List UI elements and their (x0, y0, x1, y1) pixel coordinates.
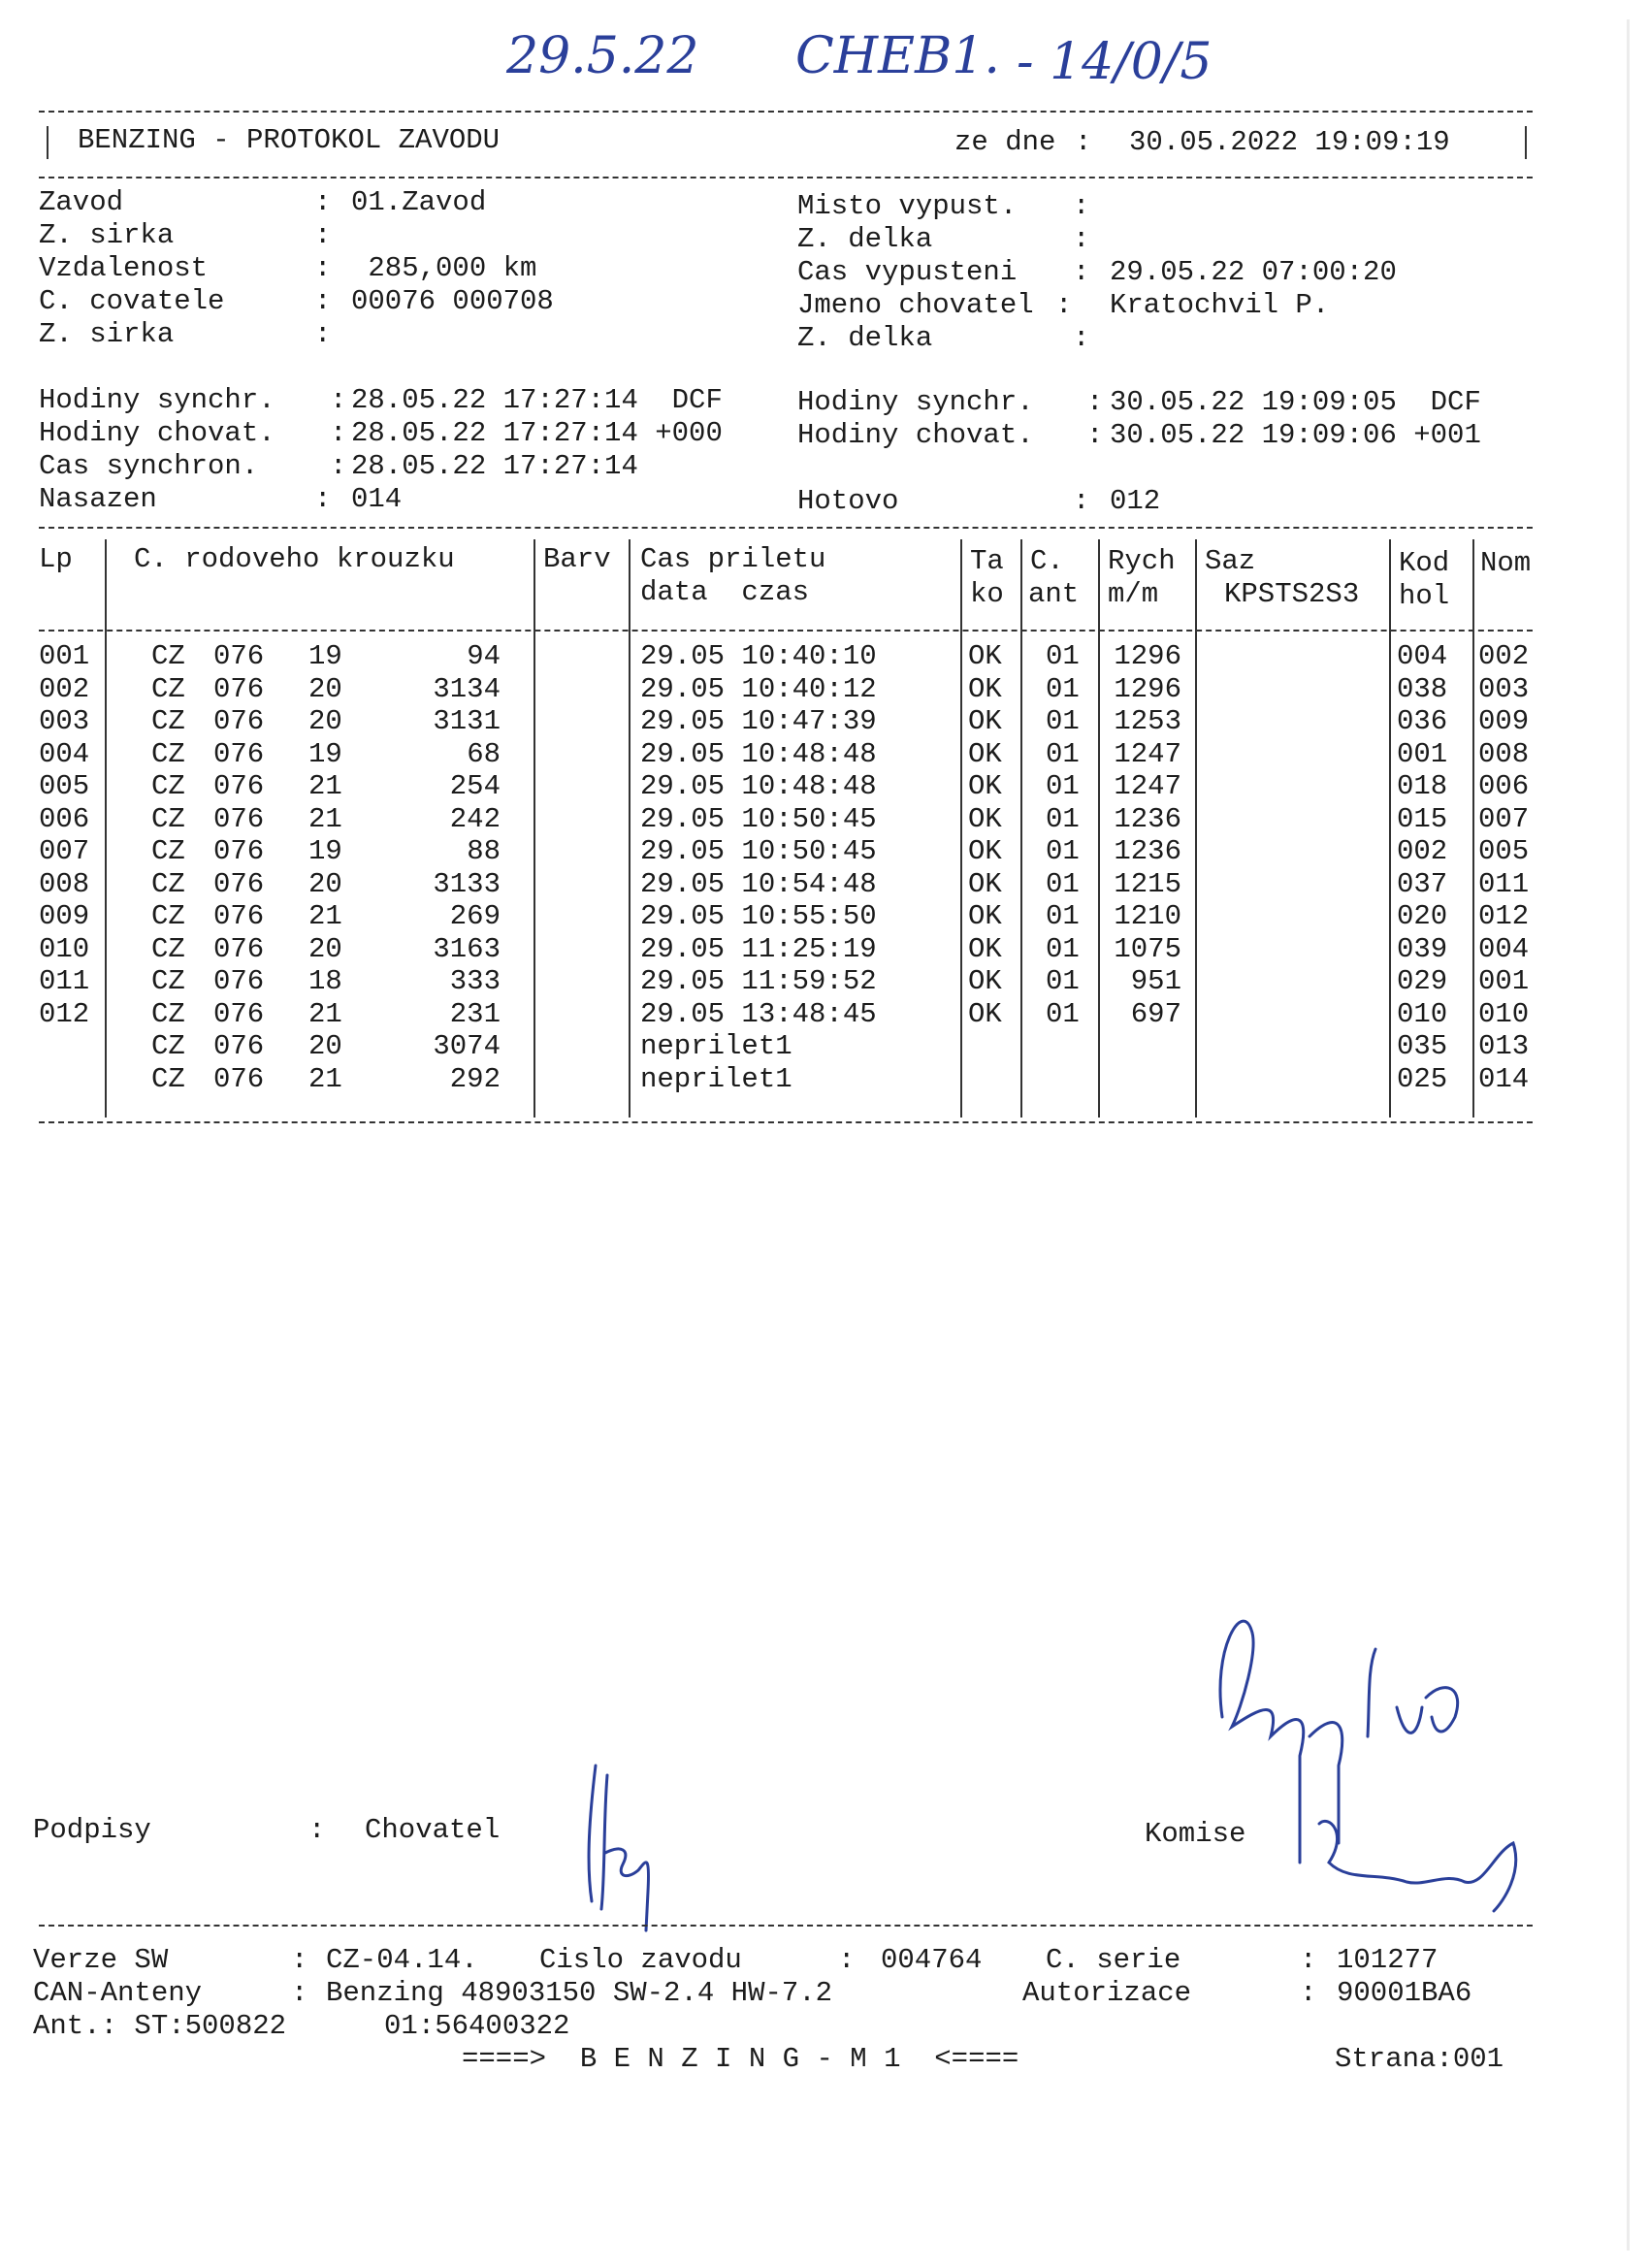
column-divider (534, 539, 535, 1118)
cell-lp: 007 (39, 835, 90, 867)
cell-cz: CZ (151, 965, 185, 997)
cell-num: 269 (449, 900, 501, 932)
header-top-border (39, 111, 1533, 113)
report-date-value: 30.05.2022 19:09:19 (1129, 126, 1450, 158)
cell-rych: 1236 (1114, 802, 1181, 835)
handwritten-date: 29.5.22 (506, 27, 699, 85)
cell-rych: 1253 (1114, 705, 1181, 737)
cell-lp: 009 (39, 900, 90, 932)
cell-ok: OK (968, 900, 1002, 932)
cell-ant: 01 (1046, 900, 1080, 932)
page-edge (1627, 19, 1630, 2251)
field-label: C. covatele (39, 285, 225, 317)
cell-org: 076 (213, 640, 265, 672)
hotovo-value: 012 (1110, 485, 1161, 517)
cell-nom: 011 (1478, 867, 1530, 900)
col-header-rych: Rych (1108, 545, 1176, 577)
cell-num: 3163 (433, 932, 501, 965)
field-label: Cas vypusteni (797, 256, 1018, 288)
field-label: Jmeno chovatel (797, 289, 1034, 321)
cell-yr: 21 (308, 1062, 342, 1095)
cell-rych: 951 (1130, 965, 1181, 997)
sync-colon: : (1086, 419, 1104, 451)
cell-num: 3134 (433, 672, 501, 705)
table-top-border (39, 527, 1533, 529)
cell-kod: 001 (1397, 737, 1448, 770)
col-header-barv: Barv (543, 543, 611, 575)
cell-org: 076 (213, 802, 265, 835)
cell-yr: 21 (308, 770, 342, 802)
cell-org: 076 (213, 1030, 265, 1062)
cell-lp: 006 (39, 802, 90, 835)
footer-colon: : (291, 1977, 308, 2009)
cell-ok: OK (968, 737, 1002, 770)
nasazen-colon: : (314, 483, 332, 515)
cell-time: 29.05 10:47:39 (640, 705, 877, 737)
cell-time: 29.05 10:50:45 (640, 802, 877, 835)
cell-org: 076 (213, 900, 265, 932)
col-header-tako-sub: ko (970, 578, 1004, 610)
col-header-kod: Kod (1399, 547, 1450, 579)
cell-ant: 01 (1046, 672, 1080, 705)
cell-cz: CZ (151, 672, 185, 705)
sync-colon: : (1086, 386, 1104, 418)
cell-ant: 01 (1046, 997, 1080, 1030)
footer-serie-value: 101277 (1337, 1944, 1439, 1976)
sync-label: Hodiny chovat. (797, 419, 1034, 451)
cell-nom: 003 (1478, 672, 1530, 705)
footer-colon: : (291, 1944, 308, 1976)
col-header-tako: Ta (970, 545, 1004, 577)
field-value: 285,000 km (351, 252, 537, 284)
footer-can-label: CAN-Anteny (33, 1977, 203, 2009)
footer-can-value: Benzing 48903150 SW-2.4 HW-7.2 (326, 1977, 833, 2009)
cell-nom: 009 (1478, 705, 1530, 737)
cell-yr: 20 (308, 1030, 342, 1062)
column-divider (1195, 539, 1197, 1118)
cell-kod: 036 (1397, 705, 1448, 737)
cell-cz: CZ (151, 802, 185, 835)
cell-ant: 01 (1046, 737, 1080, 770)
cell-nom: 012 (1478, 900, 1530, 932)
cell-nom: 008 (1478, 737, 1530, 770)
cell-ok: OK (968, 705, 1002, 737)
cell-yr: 18 (308, 965, 342, 997)
sync-value: 30.05.22 19:09:05 DCF (1110, 386, 1481, 418)
cell-lp: 003 (39, 705, 90, 737)
signatures-colon: : (308, 1814, 326, 1846)
cell-rych: 1215 (1114, 867, 1181, 900)
cell-nom: 010 (1478, 997, 1530, 1030)
footer-ant-label: Ant.: ST:500822 (33, 2010, 287, 2042)
cell-yr: 21 (308, 900, 342, 932)
cell-time: 29.05 10:40:10 (640, 640, 877, 672)
cell-kod: 010 (1397, 997, 1448, 1030)
cell-time: 29.05 11:25:19 (640, 932, 877, 965)
field-label: Z. delka (797, 223, 933, 255)
sync-value: 30.05.22 19:09:06 +001 (1110, 419, 1481, 451)
cell-yr: 19 (308, 737, 342, 770)
cell-kod: 020 (1397, 900, 1448, 932)
cell-kod: 038 (1397, 672, 1448, 705)
sync-value: 28.05.22 17:27:14 DCF (351, 384, 723, 416)
cell-kod: 015 (1397, 802, 1448, 835)
cell-time: 29.05 10:48:48 (640, 737, 877, 770)
cell-time: 29.05 11:59:52 (640, 965, 877, 997)
col-header-ring: C. rodoveho krouzku (134, 543, 455, 575)
cell-time: 29.05 10:50:45 (640, 835, 877, 867)
cell-kod: 029 (1397, 965, 1448, 997)
cell-nom: 006 (1478, 770, 1530, 802)
cell-time: 29.05 13:48:45 (640, 997, 877, 1030)
cell-rych: 1247 (1114, 770, 1181, 802)
cell-yr: 21 (308, 802, 342, 835)
field-label: Z. sirka (39, 318, 175, 350)
cell-yr: 21 (308, 997, 342, 1030)
table-header-separator (39, 630, 1533, 632)
cell-lp: 004 (39, 737, 90, 770)
footer-colon: : (1300, 1977, 1317, 2009)
cell-time: neprilet1 (640, 1062, 792, 1095)
cell-rych: 1210 (1114, 900, 1181, 932)
sync-label: Hodiny synchr. (797, 386, 1034, 418)
commission-signatures (1203, 1591, 1552, 1911)
cell-lp: 001 (39, 640, 90, 672)
cell-lp: 011 (39, 965, 90, 997)
cell-time: 29.05 10:54:48 (640, 867, 877, 900)
cell-cz: CZ (151, 867, 185, 900)
cell-time: 29.05 10:55:50 (640, 900, 877, 932)
cell-time: 29.05 10:40:12 (640, 672, 877, 705)
cell-nom: 002 (1478, 640, 1530, 672)
cell-cz: CZ (151, 1030, 185, 1062)
cell-rych: 1247 (1114, 737, 1181, 770)
field-colon: : (1073, 322, 1090, 354)
field-label: Vzdalenost (39, 252, 209, 284)
cell-num: 231 (449, 997, 501, 1030)
column-divider (960, 539, 962, 1118)
cell-org: 076 (213, 737, 265, 770)
cell-ant: 01 (1046, 932, 1080, 965)
cell-kod: 018 (1397, 770, 1448, 802)
cell-org: 076 (213, 867, 265, 900)
hotovo-colon: : (1073, 485, 1090, 517)
cell-org: 076 (213, 770, 265, 802)
cell-org: 076 (213, 932, 265, 965)
field-colon: : (314, 285, 332, 317)
cell-ant: 01 (1046, 770, 1080, 802)
cell-rych: 1075 (1114, 932, 1181, 965)
cell-num: 3133 (433, 867, 501, 900)
signature-komise-label: Komise (1145, 1818, 1246, 1850)
cell-num: 68 (467, 737, 501, 770)
field-colon: : (1073, 190, 1090, 222)
handwritten-place: CHEB1. (795, 27, 1000, 85)
field-value: Kratochvil P. (1110, 289, 1330, 321)
col-header-saz-sub: KPSTS2S3 (1224, 578, 1360, 610)
footer-cislo-label: Cislo zavodu (539, 1944, 742, 1976)
cell-kod: 035 (1397, 1030, 1448, 1062)
field-colon: : (1055, 289, 1073, 321)
cell-ok: OK (968, 640, 1002, 672)
cell-lp: 012 (39, 997, 90, 1030)
breeder-signature (563, 1756, 679, 1911)
field-colon: : (314, 219, 332, 251)
handwritten-code: - 14/0/5 (1017, 33, 1212, 91)
cell-ok: OK (968, 802, 1002, 835)
col-header-saz: Saz (1205, 545, 1256, 577)
signature-chovatel-label: Chovatel (365, 1814, 501, 1846)
field-colon: : (314, 318, 332, 350)
cell-num: 3074 (433, 1030, 501, 1062)
column-divider (1472, 539, 1474, 1118)
cell-nom: 014 (1478, 1062, 1530, 1095)
col-header-cas-sub: data czas (640, 576, 810, 608)
col-header-cant: C. (1030, 545, 1064, 577)
cell-cz: CZ (151, 1062, 185, 1095)
cell-rych: 1296 (1114, 640, 1181, 672)
field-colon: : (314, 186, 332, 218)
field-colon: : (1073, 223, 1090, 255)
col-header-cas: Cas priletu (640, 543, 826, 575)
cell-nom: 007 (1478, 802, 1530, 835)
cell-lp: 002 (39, 672, 90, 705)
cell-nom: 013 (1478, 1030, 1530, 1062)
cell-ok: OK (968, 965, 1002, 997)
cell-ok: OK (968, 932, 1002, 965)
field-colon: : (1073, 256, 1090, 288)
cell-nom: 005 (1478, 835, 1530, 867)
footer-colon: : (1300, 1944, 1317, 1976)
field-value: 01.Zavod (351, 186, 487, 218)
cell-lp: 008 (39, 867, 90, 900)
cell-num: 292 (449, 1062, 501, 1095)
column-divider (1020, 539, 1022, 1118)
cell-cz: CZ (151, 835, 185, 867)
cell-org: 076 (213, 705, 265, 737)
cell-cz: CZ (151, 770, 185, 802)
column-divider (1389, 539, 1391, 1118)
cell-ant: 01 (1046, 835, 1080, 867)
field-value: 00076 000708 (351, 285, 554, 317)
cell-num: 254 (449, 770, 501, 802)
field-label: Misto vypust. (797, 190, 1018, 222)
field-label: Z. sirka (39, 219, 175, 251)
cell-org: 076 (213, 965, 265, 997)
col-header-rych-sub: m/m (1108, 578, 1159, 610)
field-label: Z. delka (797, 322, 933, 354)
cell-yr: 19 (308, 640, 342, 672)
footer-colon: : (838, 1944, 856, 1976)
footer-page-number: Strana:001 (1335, 2043, 1504, 2075)
cell-cz: CZ (151, 640, 185, 672)
cell-num: 94 (467, 640, 501, 672)
header-right-border (1525, 126, 1527, 159)
sync-colon: : (330, 450, 347, 482)
cell-ant: 01 (1046, 705, 1080, 737)
column-divider (105, 539, 107, 1118)
cell-cz: CZ (151, 900, 185, 932)
cell-ok: OK (968, 835, 1002, 867)
column-divider (629, 539, 630, 1118)
cell-num: 3131 (433, 705, 501, 737)
cell-cz: CZ (151, 932, 185, 965)
hotovo-label: Hotovo (797, 485, 899, 517)
footer-autor-value: 90001BA6 (1337, 1977, 1472, 2009)
sync-label: Hodiny synchr. (39, 384, 275, 416)
sync-value: 28.05.22 17:27:14 (351, 450, 638, 482)
cell-time: neprilet1 (640, 1030, 792, 1062)
footer-verze-value: CZ-04.14. (326, 1944, 478, 1976)
footer-serie-label: C. serie (1046, 1944, 1181, 1976)
signatures-label: Podpisy (33, 1814, 151, 1846)
footer-separator (39, 1925, 1533, 1927)
cell-org: 076 (213, 1062, 265, 1095)
col-header-nom: Nom (1480, 547, 1532, 579)
header-bottom-border (39, 177, 1533, 178)
cell-cz: CZ (151, 737, 185, 770)
cell-lp: 005 (39, 770, 90, 802)
footer-ant-value: 01:56400322 (384, 2010, 570, 2042)
cell-num: 242 (449, 802, 501, 835)
field-label: Zavod (39, 186, 124, 218)
cell-yr: 20 (308, 705, 342, 737)
cell-ok: OK (968, 867, 1002, 900)
cell-ok: OK (968, 997, 1002, 1030)
cell-nom: 001 (1478, 965, 1530, 997)
cell-ant: 01 (1046, 867, 1080, 900)
cell-rych: 1236 (1114, 835, 1181, 867)
cell-yr: 20 (308, 672, 342, 705)
cell-yr: 20 (308, 867, 342, 900)
cell-yr: 20 (308, 932, 342, 965)
sync-label: Cas synchron. (39, 450, 275, 482)
footer-cislo-value: 004764 (881, 1944, 983, 1976)
cell-rych: 1296 (1114, 672, 1181, 705)
cell-org: 076 (213, 835, 265, 867)
col-header-kod-sub: hol (1399, 580, 1450, 612)
sync-colon: : (330, 417, 347, 449)
field-colon: : (314, 252, 332, 284)
cell-kod: 025 (1397, 1062, 1448, 1095)
cell-ant: 01 (1046, 802, 1080, 835)
cell-kod: 002 (1397, 835, 1448, 867)
cell-rych: 697 (1130, 997, 1181, 1030)
cell-org: 076 (213, 672, 265, 705)
cell-kod: 004 (1397, 640, 1448, 672)
sync-colon: : (330, 384, 347, 416)
cell-ok: OK (968, 770, 1002, 802)
column-divider (1098, 539, 1100, 1118)
nasazen-label: Nasazen (39, 483, 157, 515)
cell-org: 076 (213, 997, 265, 1030)
col-header-cant-sub: ant (1028, 578, 1080, 610)
footer-verze-label: Verze SW (33, 1944, 169, 1976)
report-title: BENZING - PROTOKOL ZAVODU (78, 124, 501, 156)
cell-time: 29.05 10:48:48 (640, 770, 877, 802)
cell-cz: CZ (151, 705, 185, 737)
cell-ok: OK (968, 672, 1002, 705)
cell-nom: 004 (1478, 932, 1530, 965)
cell-cz: CZ (151, 997, 185, 1030)
cell-lp: 010 (39, 932, 90, 965)
table-bottom-border (39, 1121, 1533, 1123)
cell-kod: 037 (1397, 867, 1448, 900)
cell-ant: 01 (1046, 965, 1080, 997)
cell-kod: 039 (1397, 932, 1448, 965)
footer-autor-label: Autorizace (1022, 1977, 1192, 2009)
sync-label: Hodiny chovat. (39, 417, 275, 449)
col-header-lp: Lp (39, 543, 73, 575)
nasazen-value: 014 (351, 483, 403, 515)
cell-num: 88 (467, 835, 501, 867)
sync-value: 28.05.22 17:27:14 +000 (351, 417, 723, 449)
cell-yr: 19 (308, 835, 342, 867)
cell-ant: 01 (1046, 640, 1080, 672)
field-value: 29.05.22 07:00:20 (1110, 256, 1397, 288)
report-date-label: ze dne (954, 126, 1056, 158)
footer-banner: ====> B E N Z I N G - M 1 <==== (462, 2043, 1019, 2075)
report-date-colon: : (1075, 126, 1092, 158)
header-left-border (47, 126, 48, 159)
cell-num: 333 (449, 965, 501, 997)
